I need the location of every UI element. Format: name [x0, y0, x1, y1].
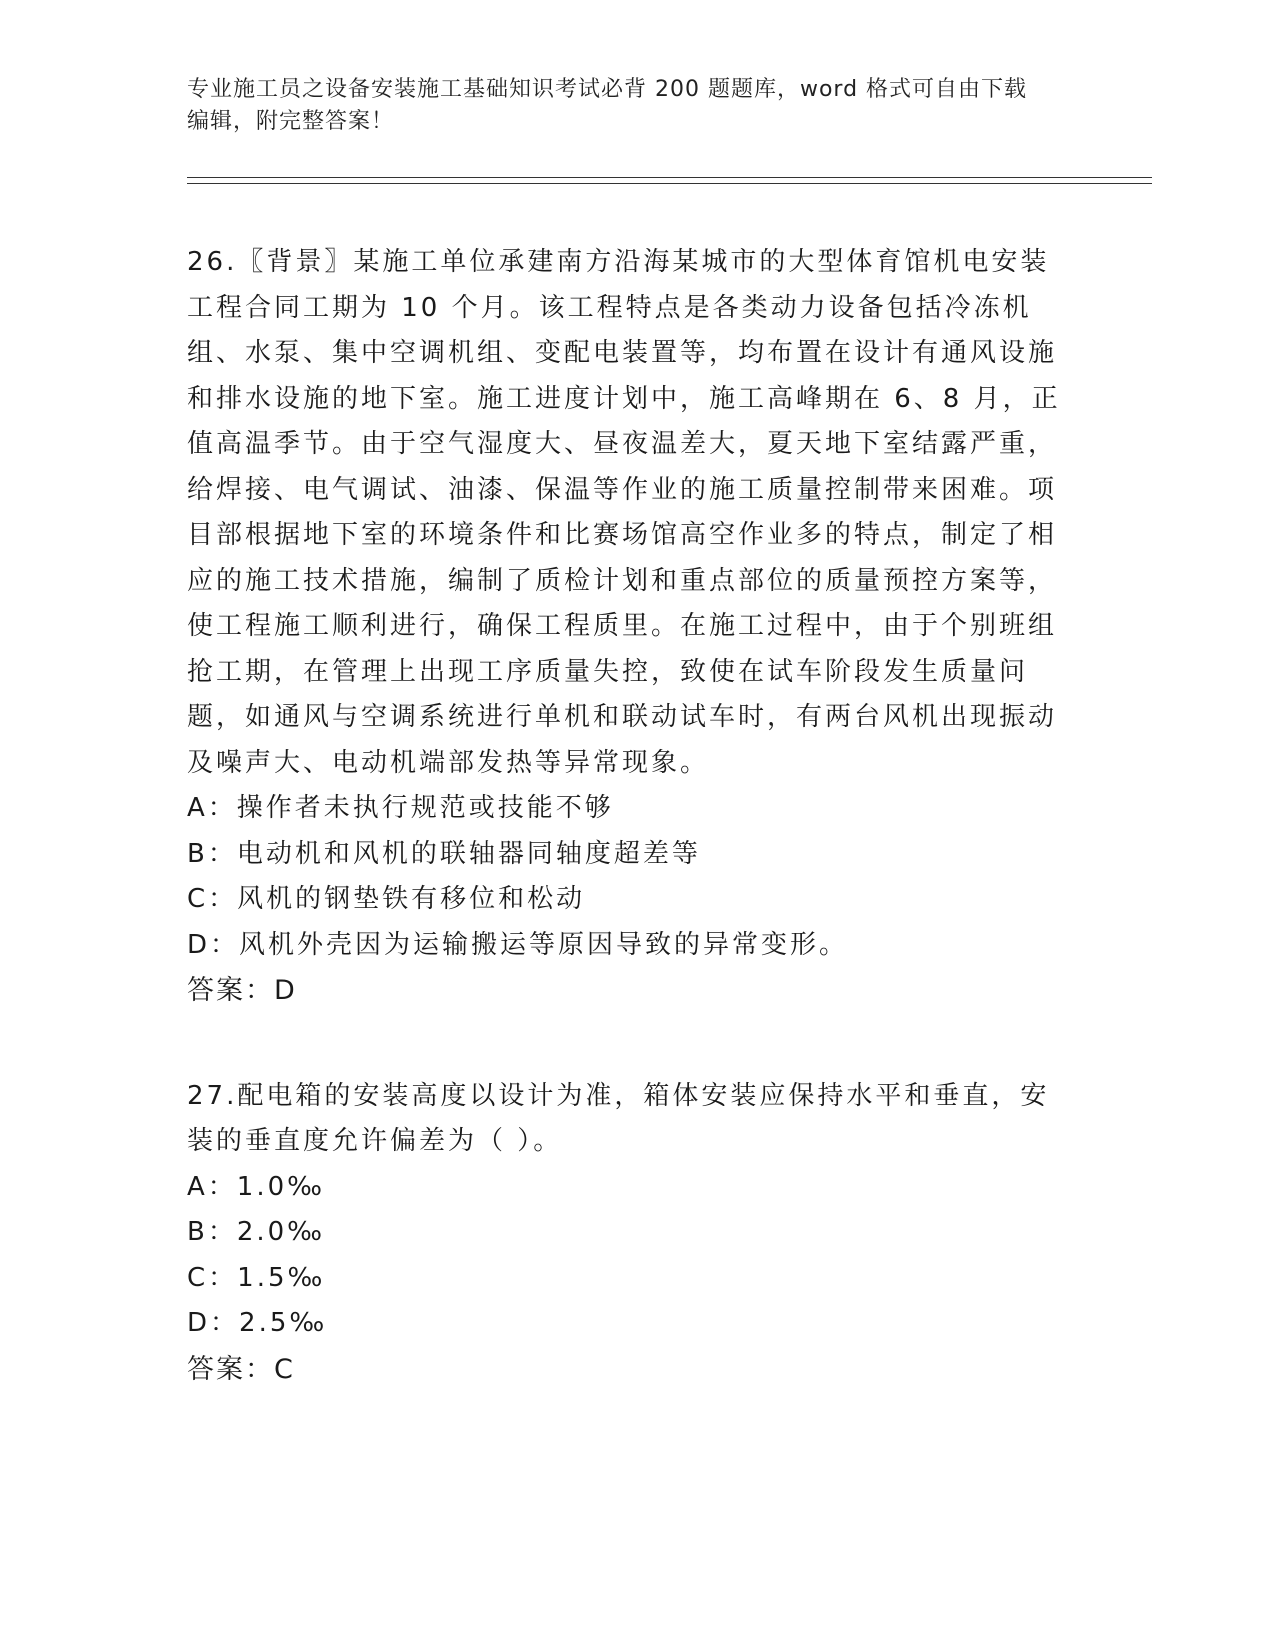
question-spacer: [187, 1014, 1067, 1074]
document-header: [187, 74, 1087, 138]
option-d: D：风机外壳因为运输搬运等原因导致的异常变形。: [187, 929, 849, 960]
option-b: B：电动机和风机的联轴器同轴度超差等: [187, 838, 701, 869]
answer-label: 答案：D: [187, 975, 297, 1006]
option-b: B：2.0‰: [187, 1217, 326, 1247]
option-c: C：风机的钢垫铁有移位和松动: [187, 884, 586, 914]
question-stem: 26.〖背景〗某施工单位承建南方沿海某城市的大型体育馆机电安装工程合同工期为 10 个月。该工程特点是各类动力设备包括冷冻机组、水泵、集中空调机组、变配电装置等，均布置在设计有通风设施和排水设施的地下室。施工进度计划中，施工高峰期在 6、8 月，正值高温季节。由于空气湿度大、昼夜温差大，夏天地下室结露严重，给焊接、电气调试、油漆、保温等作业的施工质量控制带来困难。项目部根据地下室的环境条件和比赛场馆高空作业多的特点，制定了相应的施工技术措施，编制了质检计划和重点部位的质量预控方案等，使工程施工顺利进行，确保工程质里。在施工过程中，由于个别班组抢工期，在管理上出现工序质量失控，致使在试车阶段发生质量问题，如通风与空调系统进行单机和联动试车时，有两台风机出现振动及噪声大、电动机端部发热等异常现象。: [187, 247, 1061, 778]
option-a: A：操作者未执行规范或技能不够: [187, 793, 614, 823]
option-a: A：1.0‰: [187, 1171, 326, 1202]
question-26: [187, 240, 1067, 1014]
question-27: [187, 1074, 1067, 1393]
header-line-2: 编辑，附完整答案！: [187, 109, 395, 134]
option-d: D：2.5‰: [187, 1308, 328, 1338]
header-double-rule: [187, 177, 1152, 184]
question-stem: 27.配电箱的安装高度以设计为准，箱体安装应保持水平和垂直，安装的垂直度允许偏差为（ ）。: [187, 1080, 1050, 1156]
header-line-1: 专业施工员之设备安装施工基础知识考试必背 200 题题库，word 格式可自由下载: [187, 77, 1028, 102]
answer-label: 答案：C: [187, 1353, 295, 1385]
question-list: [187, 240, 1067, 1392]
option-c: C：1.5‰: [187, 1262, 326, 1293]
